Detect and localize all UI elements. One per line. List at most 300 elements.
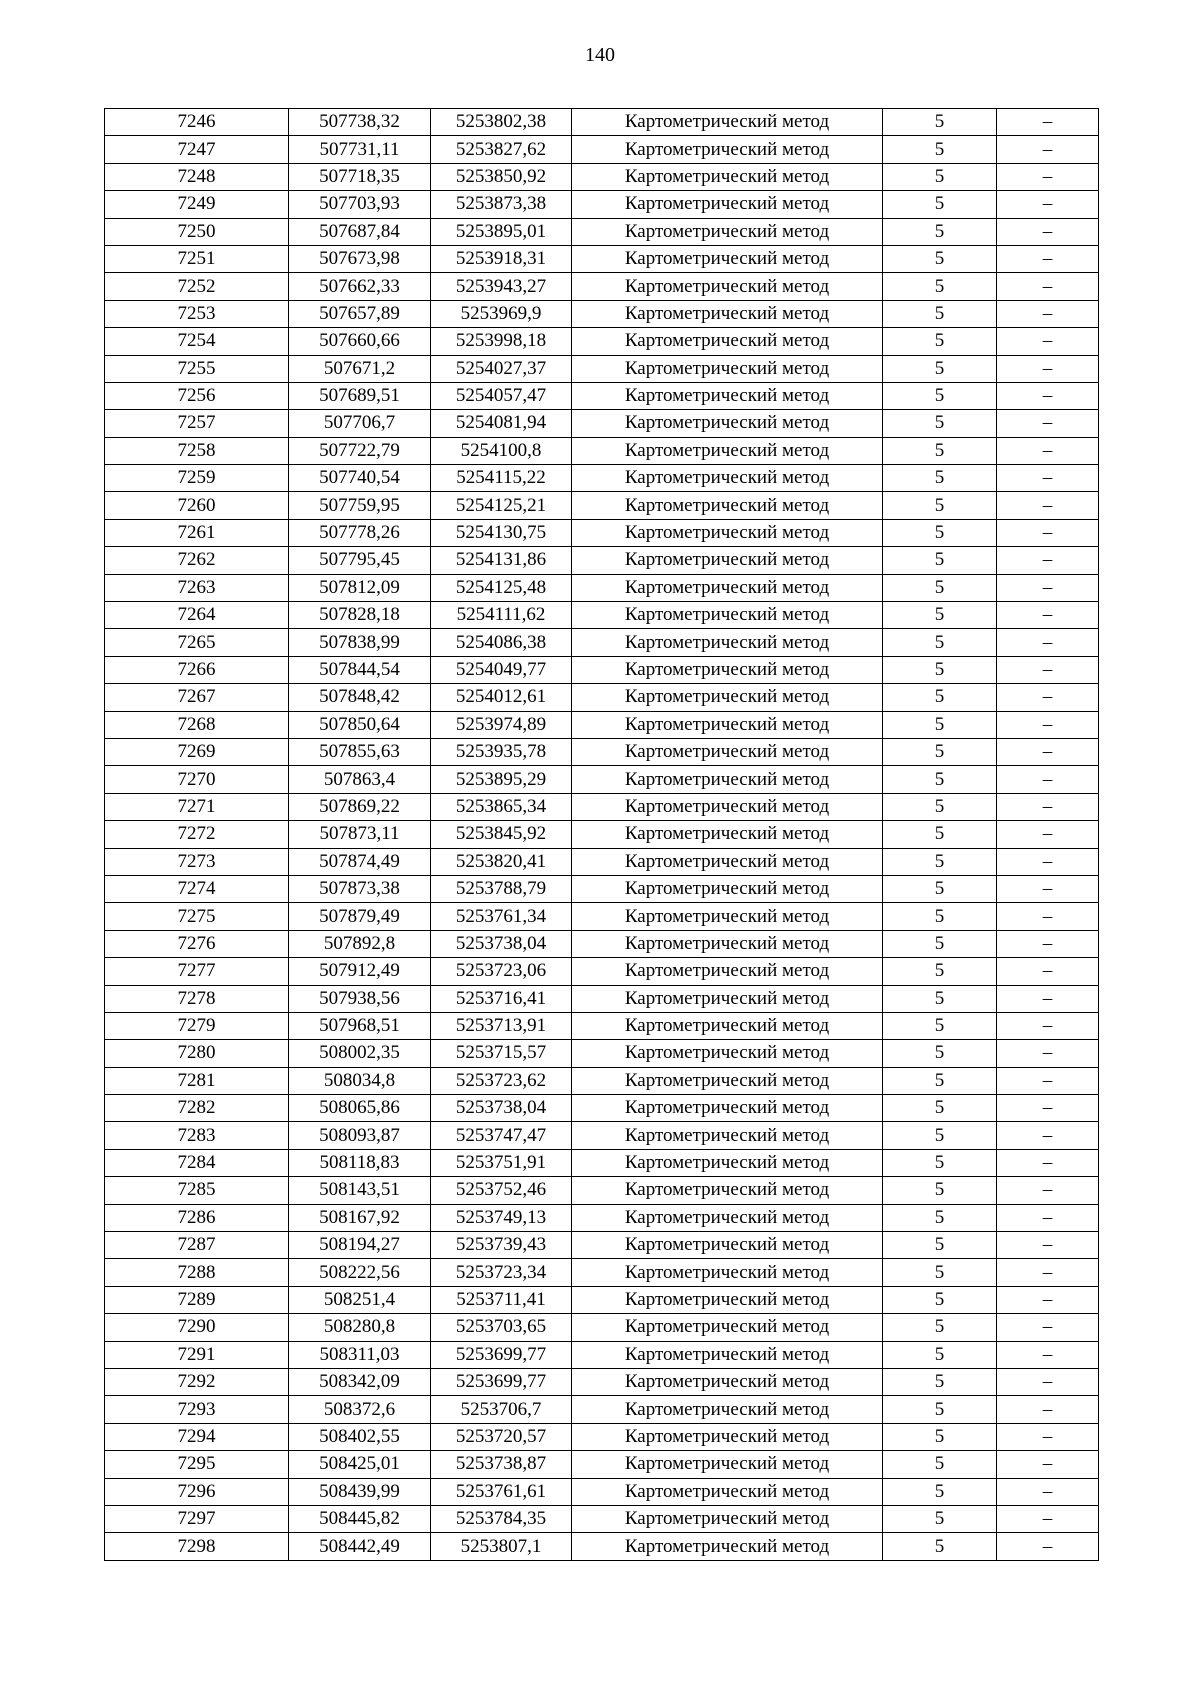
note-cell: – [997,1533,1099,1560]
y-coordinate-cell: 5253974,89 [431,711,572,738]
x-coordinate-cell: 507671,2 [289,355,431,382]
point-number-cell: 7257 [105,410,289,437]
x-coordinate-cell: 508402,55 [289,1423,431,1450]
method-cell: Картометрический метод [572,656,883,683]
y-coordinate-cell: 5253784,35 [431,1505,572,1532]
x-coordinate-cell: 507795,45 [289,547,431,574]
point-number-cell: 7287 [105,1232,289,1259]
y-coordinate-cell: 5253699,77 [431,1341,572,1368]
y-coordinate-cell: 5253723,06 [431,958,572,985]
table-row [105,191,1099,218]
method-cell: Картометрический метод [572,1067,883,1094]
method-cell: Картометрический метод [572,1012,883,1039]
table-row [105,656,1099,683]
point-number-cell: 7282 [105,1095,289,1122]
method-cell: Картометрический метод [572,574,883,601]
x-coordinate-cell: 508143,51 [289,1177,431,1204]
table-row [105,109,1099,136]
accuracy-cell: 5 [883,109,997,136]
table-row [105,1149,1099,1176]
table-row [105,985,1099,1012]
note-cell: – [997,848,1099,875]
point-number-cell: 7290 [105,1314,289,1341]
method-cell: Картометрический метод [572,136,883,163]
point-number-cell: 7281 [105,1067,289,1094]
method-cell: Картометрический метод [572,1095,883,1122]
note-cell: – [997,1204,1099,1231]
method-cell: Картометрический метод [572,410,883,437]
accuracy-cell: 5 [883,1122,997,1149]
point-number-cell: 7294 [105,1423,289,1450]
table-row [105,1423,1099,1450]
note-cell: – [997,163,1099,190]
accuracy-cell: 5 [883,1040,997,1067]
note-cell: – [997,465,1099,492]
method-cell: Картометрический метод [572,1505,883,1532]
point-number-cell: 7285 [105,1177,289,1204]
note-cell: – [997,1341,1099,1368]
note-cell: – [997,985,1099,1012]
method-cell: Картометрический метод [572,109,883,136]
note-cell: – [997,930,1099,957]
x-coordinate-cell: 508280,8 [289,1314,431,1341]
note-cell: – [997,903,1099,930]
note-cell: – [997,1122,1099,1149]
table-row [105,163,1099,190]
accuracy-cell: 5 [883,163,997,190]
table-row [105,1067,1099,1094]
accuracy-cell: 5 [883,245,997,272]
note-cell: – [997,656,1099,683]
table-row [105,1505,1099,1532]
accuracy-cell: 5 [883,1067,997,1094]
accuracy-cell: 5 [883,1423,997,1450]
table-row [105,1122,1099,1149]
accuracy-cell: 5 [883,437,997,464]
x-coordinate-cell: 507706,7 [289,410,431,437]
x-coordinate-cell: 508442,49 [289,1533,431,1560]
y-coordinate-cell: 5254125,48 [431,574,572,601]
accuracy-cell: 5 [883,738,997,765]
y-coordinate-cell: 5253738,04 [431,930,572,957]
x-coordinate-cell: 507657,89 [289,300,431,327]
table-row [105,1259,1099,1286]
y-coordinate-cell: 5253703,65 [431,1314,572,1341]
note-cell: – [997,1423,1099,1450]
method-cell: Картометрический метод [572,547,883,574]
y-coordinate-cell: 5254012,61 [431,684,572,711]
point-number-cell: 7260 [105,492,289,519]
accuracy-cell: 5 [883,382,997,409]
table-row [105,1451,1099,1478]
accuracy-cell: 5 [883,875,997,902]
accuracy-cell: 5 [883,465,997,492]
x-coordinate-cell: 507873,11 [289,821,431,848]
table-row [105,574,1099,601]
note-cell: – [997,629,1099,656]
table-row [105,1012,1099,1039]
table-row [105,821,1099,848]
table-row [105,547,1099,574]
x-coordinate-cell: 507855,63 [289,738,431,765]
note-cell: – [997,437,1099,464]
x-coordinate-cell: 507968,51 [289,1012,431,1039]
note-cell: – [997,602,1099,629]
y-coordinate-cell: 5253820,41 [431,848,572,875]
accuracy-cell: 5 [883,1451,997,1478]
x-coordinate-cell: 507874,49 [289,848,431,875]
x-coordinate-cell: 507879,49 [289,903,431,930]
note-cell: – [997,1451,1099,1478]
point-number-cell: 7297 [105,1505,289,1532]
note-cell: – [997,1259,1099,1286]
y-coordinate-cell: 5254086,38 [431,629,572,656]
point-number-cell: 7295 [105,1451,289,1478]
point-number-cell: 7298 [105,1533,289,1560]
y-coordinate-cell: 5253788,79 [431,875,572,902]
point-number-cell: 7284 [105,1149,289,1176]
y-coordinate-cell: 5254111,62 [431,602,572,629]
point-number-cell: 7264 [105,602,289,629]
table-row [105,1204,1099,1231]
accuracy-cell: 5 [883,191,997,218]
y-coordinate-cell: 5253969,9 [431,300,572,327]
x-coordinate-cell: 507912,49 [289,958,431,985]
y-coordinate-cell: 5254057,47 [431,382,572,409]
note-cell: – [997,1040,1099,1067]
table-row [105,930,1099,957]
accuracy-cell: 5 [883,1286,997,1313]
y-coordinate-cell: 5253865,34 [431,793,572,820]
note-cell: – [997,875,1099,902]
x-coordinate-cell: 507812,09 [289,574,431,601]
x-coordinate-cell: 508093,87 [289,1122,431,1149]
table-row [105,875,1099,902]
table-row [105,519,1099,546]
table-row [105,1478,1099,1505]
accuracy-cell: 5 [883,547,997,574]
point-number-cell: 7280 [105,1040,289,1067]
accuracy-cell: 5 [883,656,997,683]
method-cell: Картометрический метод [572,958,883,985]
point-number-cell: 7265 [105,629,289,656]
method-cell: Картометрический метод [572,903,883,930]
method-cell: Картометрический метод [572,328,883,355]
accuracy-cell: 5 [883,1149,997,1176]
y-coordinate-cell: 5253935,78 [431,738,572,765]
point-number-cell: 7278 [105,985,289,1012]
page-number: 140 [585,44,615,66]
table-row [105,1177,1099,1204]
accuracy-cell: 5 [883,1095,997,1122]
y-coordinate-cell: 5253850,92 [431,163,572,190]
y-coordinate-cell: 5253715,57 [431,1040,572,1067]
x-coordinate-cell: 508311,03 [289,1341,431,1368]
note-cell: – [997,300,1099,327]
x-coordinate-cell: 508439,99 [289,1478,431,1505]
table-row [105,1533,1099,1560]
method-cell: Картометрический метод [572,1396,883,1423]
note-cell: – [997,109,1099,136]
accuracy-cell: 5 [883,300,997,327]
point-number-cell: 7263 [105,574,289,601]
table-row [105,1095,1099,1122]
method-cell: Картометрический метод [572,684,883,711]
table-row [105,711,1099,738]
method-cell: Картометрический метод [572,1423,883,1450]
accuracy-cell: 5 [883,218,997,245]
point-number-cell: 7254 [105,328,289,355]
y-coordinate-cell: 5254027,37 [431,355,572,382]
table-row [105,1314,1099,1341]
point-number-cell: 7251 [105,245,289,272]
x-coordinate-cell: 507662,33 [289,273,431,300]
x-coordinate-cell: 507838,99 [289,629,431,656]
x-coordinate-cell: 507848,42 [289,684,431,711]
x-coordinate-cell: 507738,32 [289,109,431,136]
table-row [105,465,1099,492]
accuracy-cell: 5 [883,1204,997,1231]
accuracy-cell: 5 [883,1505,997,1532]
note-cell: – [997,1396,1099,1423]
table-row [105,903,1099,930]
point-number-cell: 7262 [105,547,289,574]
accuracy-cell: 5 [883,273,997,300]
accuracy-cell: 5 [883,1177,997,1204]
table-row [105,1040,1099,1067]
note-cell: – [997,1286,1099,1313]
x-coordinate-cell: 507689,51 [289,382,431,409]
y-coordinate-cell: 5254115,22 [431,465,572,492]
point-number-cell: 7249 [105,191,289,218]
point-number-cell: 7283 [105,1122,289,1149]
point-number-cell: 7255 [105,355,289,382]
method-cell: Картометрический метод [572,1177,883,1204]
y-coordinate-cell: 5253998,18 [431,328,572,355]
note-cell: – [997,574,1099,601]
point-number-cell: 7292 [105,1368,289,1395]
x-coordinate-cell: 508167,92 [289,1204,431,1231]
x-coordinate-cell: 507844,54 [289,656,431,683]
y-coordinate-cell: 5254100,8 [431,437,572,464]
point-number-cell: 7258 [105,437,289,464]
method-cell: Картометрический метод [572,793,883,820]
note-cell: – [997,1012,1099,1039]
accuracy-cell: 5 [883,574,997,601]
point-number-cell: 7270 [105,766,289,793]
point-number-cell: 7296 [105,1478,289,1505]
point-number-cell: 7291 [105,1341,289,1368]
y-coordinate-cell: 5253751,91 [431,1149,572,1176]
y-coordinate-cell: 5253895,01 [431,218,572,245]
method-cell: Картометрический метод [572,1232,883,1259]
y-coordinate-cell: 5253738,04 [431,1095,572,1122]
x-coordinate-cell: 508222,56 [289,1259,431,1286]
table-row [105,602,1099,629]
y-coordinate-cell: 5253706,7 [431,1396,572,1423]
note-cell: – [997,821,1099,848]
accuracy-cell: 5 [883,958,997,985]
method-cell: Картометрический метод [572,1314,883,1341]
method-cell: Картометрический метод [572,875,883,902]
point-number-cell: 7271 [105,793,289,820]
table-row [105,629,1099,656]
accuracy-cell: 5 [883,1259,997,1286]
note-cell: – [997,410,1099,437]
accuracy-cell: 5 [883,821,997,848]
x-coordinate-cell: 508445,82 [289,1505,431,1532]
accuracy-cell: 5 [883,328,997,355]
note-cell: – [997,711,1099,738]
accuracy-cell: 5 [883,1314,997,1341]
note-cell: – [997,1505,1099,1532]
table-row [105,684,1099,711]
x-coordinate-cell: 508118,83 [289,1149,431,1176]
point-number-cell: 7248 [105,163,289,190]
point-number-cell: 7261 [105,519,289,546]
method-cell: Картометрический метод [572,300,883,327]
y-coordinate-cell: 5253747,47 [431,1122,572,1149]
method-cell: Картометрический метод [572,985,883,1012]
accuracy-cell: 5 [883,492,997,519]
point-number-cell: 7273 [105,848,289,875]
point-number-cell: 7276 [105,930,289,957]
y-coordinate-cell: 5253761,34 [431,903,572,930]
y-coordinate-cell: 5253723,34 [431,1259,572,1286]
table-row [105,410,1099,437]
note-cell: – [997,355,1099,382]
note-cell: – [997,1368,1099,1395]
y-coordinate-cell: 5253713,91 [431,1012,572,1039]
note-cell: – [997,1478,1099,1505]
y-coordinate-cell: 5254125,21 [431,492,572,519]
point-number-cell: 7259 [105,465,289,492]
note-cell: – [997,1314,1099,1341]
y-coordinate-cell: 5253723,62 [431,1067,572,1094]
table-row [105,382,1099,409]
y-coordinate-cell: 5253738,87 [431,1451,572,1478]
y-coordinate-cell: 5253720,57 [431,1423,572,1450]
method-cell: Картометрический метод [572,1286,883,1313]
coordinates-table [104,108,1099,1561]
y-coordinate-cell: 5254081,94 [431,410,572,437]
table-row [105,328,1099,355]
accuracy-cell: 5 [883,602,997,629]
y-coordinate-cell: 5253943,27 [431,273,572,300]
y-coordinate-cell: 5253749,13 [431,1204,572,1231]
x-coordinate-cell: 507718,35 [289,163,431,190]
accuracy-cell: 5 [883,1368,997,1395]
method-cell: Картометрический метод [572,1533,883,1560]
table-row [105,300,1099,327]
accuracy-cell: 5 [883,410,997,437]
table-row [105,848,1099,875]
point-number-cell: 7253 [105,300,289,327]
note-cell: – [997,738,1099,765]
method-cell: Картометрический метод [572,711,883,738]
note-cell: – [997,684,1099,711]
point-number-cell: 7247 [105,136,289,163]
accuracy-cell: 5 [883,1012,997,1039]
method-cell: Картометрический метод [572,519,883,546]
point-number-cell: 7250 [105,218,289,245]
method-cell: Картометрический метод [572,163,883,190]
accuracy-cell: 5 [883,1396,997,1423]
x-coordinate-cell: 507873,38 [289,875,431,902]
note-cell: – [997,1095,1099,1122]
note-cell: – [997,793,1099,820]
x-coordinate-cell: 508065,86 [289,1095,431,1122]
accuracy-cell: 5 [883,629,997,656]
method-cell: Картометрический метод [572,1204,883,1231]
accuracy-cell: 5 [883,519,997,546]
note-cell: – [997,766,1099,793]
method-cell: Картометрический метод [572,191,883,218]
x-coordinate-cell: 507722,79 [289,437,431,464]
method-cell: Картометрический метод [572,629,883,656]
x-coordinate-cell: 507869,22 [289,793,431,820]
method-cell: Картометрический метод [572,437,883,464]
accuracy-cell: 5 [883,848,997,875]
note-cell: – [997,1067,1099,1094]
method-cell: Картометрический метод [572,1149,883,1176]
table-row [105,492,1099,519]
y-coordinate-cell: 5253802,38 [431,109,572,136]
note-cell: – [997,218,1099,245]
method-cell: Картометрический метод [572,355,883,382]
table-row [105,1368,1099,1395]
note-cell: – [997,492,1099,519]
y-coordinate-cell: 5253895,29 [431,766,572,793]
method-cell: Картометрический метод [572,821,883,848]
table-row [105,245,1099,272]
x-coordinate-cell: 508342,09 [289,1368,431,1395]
method-cell: Картометрический метод [572,738,883,765]
method-cell: Картометрический метод [572,1122,883,1149]
x-coordinate-cell: 507673,98 [289,245,431,272]
point-number-cell: 7289 [105,1286,289,1313]
x-coordinate-cell: 508194,27 [289,1232,431,1259]
note-cell: – [997,136,1099,163]
y-coordinate-cell: 5253739,43 [431,1232,572,1259]
note-cell: – [997,1177,1099,1204]
note-cell: – [997,1149,1099,1176]
method-cell: Картометрический метод [572,492,883,519]
point-number-cell: 7268 [105,711,289,738]
y-coordinate-cell: 5253716,41 [431,985,572,1012]
y-coordinate-cell: 5253761,61 [431,1478,572,1505]
table-row [105,958,1099,985]
method-cell: Картометрический метод [572,465,883,492]
table-row [105,218,1099,245]
method-cell: Картометрический метод [572,766,883,793]
method-cell: Картометрический метод [572,848,883,875]
x-coordinate-cell: 507850,64 [289,711,431,738]
note-cell: – [997,519,1099,546]
table-row [105,738,1099,765]
method-cell: Картометрический метод [572,273,883,300]
point-number-cell: 7277 [105,958,289,985]
accuracy-cell: 5 [883,793,997,820]
x-coordinate-cell: 507687,84 [289,218,431,245]
point-number-cell: 7293 [105,1396,289,1423]
table-row [105,1286,1099,1313]
y-coordinate-cell: 5253827,62 [431,136,572,163]
point-number-cell: 7288 [105,1259,289,1286]
point-number-cell: 7279 [105,1012,289,1039]
method-cell: Картометрический метод [572,1478,883,1505]
point-number-cell: 7266 [105,656,289,683]
